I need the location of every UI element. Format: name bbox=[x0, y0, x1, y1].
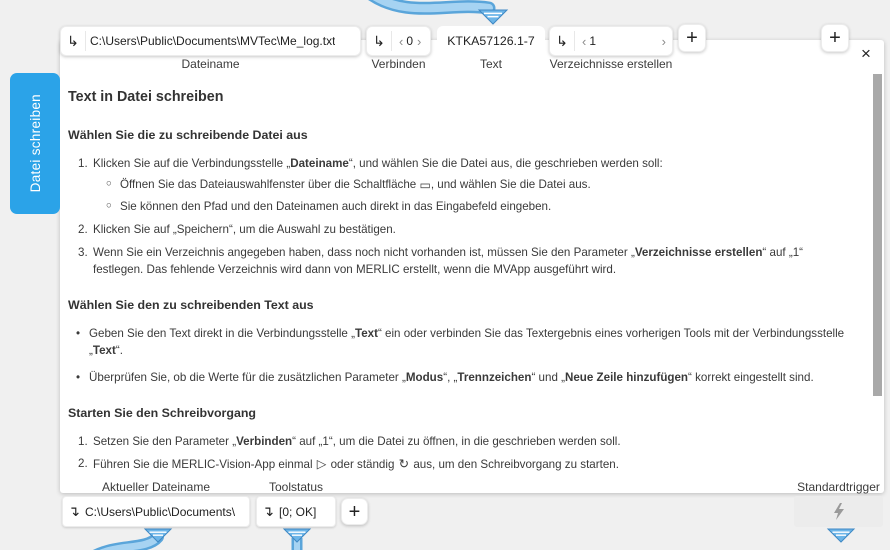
add-output-connector-button[interactable] bbox=[341, 498, 368, 525]
text-field[interactable] bbox=[437, 26, 545, 56]
help-content bbox=[68, 40, 856, 480]
lightning-icon bbox=[832, 503, 846, 520]
toolstatus-out-arrow bbox=[284, 529, 310, 542]
increment-button[interactable]: › bbox=[417, 33, 422, 49]
text-bullets bbox=[68, 325, 856, 386]
plus-icon: + bbox=[348, 500, 361, 523]
connector-out-icon: ↴ bbox=[68, 503, 80, 519]
connector-in-icon: ↳ bbox=[556, 32, 568, 49]
standardtrigger-button[interactable] bbox=[794, 496, 883, 527]
toolstatus-value: [0; OK] bbox=[279, 504, 317, 519]
aktueller-dateiname-label: Aktueller Dateiname bbox=[101, 479, 211, 494]
connector-in-icon: ↳ bbox=[373, 32, 385, 49]
dateiname-out-arrow bbox=[145, 529, 171, 542]
text-label: Text bbox=[479, 56, 502, 71]
verbinden-value[interactable]: 0 bbox=[406, 34, 414, 48]
decrement-button[interactable]: ‹ bbox=[582, 33, 587, 49]
start-steps bbox=[68, 433, 856, 480]
help-scrollbar[interactable] bbox=[873, 74, 882, 396]
run-continuous-icon: ↻ bbox=[398, 457, 410, 472]
connector-in-icon: ↳ bbox=[67, 32, 79, 49]
increment-button[interactable]: › bbox=[661, 33, 666, 49]
list-item: Wenn Sie ein Verzeichnis angegeben haben, dass noch nicht vorhanden ist, müssen Sie den Parameter „Verzeichnisse erstellen“ auf „1“ festlegen. Das fehlende Verzeichnis wird dann von MERLIC erstellt, wenn die MVApp ausgeführt wird. bbox=[93, 245, 804, 276]
decrement-button[interactable]: ‹ bbox=[399, 33, 404, 49]
toolstatus-field[interactable] bbox=[256, 496, 336, 527]
list-item: • Überprüfen Sie, ob die Werte für die zusätzlichen Parameter „Modus“, „Trennzeichen“ und „Neue Zeile hinzufügen“ korrekt eingestellt sind. bbox=[76, 369, 856, 386]
folder-icon: ▭ bbox=[419, 178, 431, 193]
standardtrigger-out-arrow bbox=[828, 529, 854, 542]
section-heading-start: Starten Sie den Schreibvorgang bbox=[68, 406, 256, 421]
aktueller-dateiname-value: C:\Users\Public\Documents\ bbox=[85, 504, 236, 519]
section-heading-datei: Wählen Sie die zu schreibende Datei aus bbox=[68, 128, 308, 143]
list-item: ○ Öffnen Sie das Dateiauswahlfenster über die Schaltfläche ▭, und wählen Sie die Datei aus. bbox=[106, 176, 856, 193]
verzeichnisse-label: Verzeichnisse erstellen bbox=[549, 56, 673, 71]
tab-datei-schreiben[interactable] bbox=[10, 73, 60, 214]
dateiname-label: Dateiname bbox=[181, 56, 240, 71]
text-value[interactable]: KTKA57126.1-7 bbox=[447, 34, 535, 48]
toolstatus-label: Toolstatus bbox=[268, 479, 324, 494]
verbinden-stepper[interactable] bbox=[366, 26, 431, 56]
plus-icon: + bbox=[829, 27, 841, 49]
close-help-button[interactable] bbox=[855, 43, 877, 65]
list-item: Führen Sie die MERLIC-Vision-App einmal ▷ oder ständig ↻ aus, um den Schreibvorgang zu starten. ○ bbox=[78, 455, 856, 480]
plus-icon: + bbox=[686, 27, 698, 49]
aktueller-dateiname-field[interactable] bbox=[62, 496, 250, 527]
verbinden-label: Verbinden bbox=[371, 56, 426, 71]
help-panel bbox=[60, 40, 884, 493]
list-item: Setzen Sie den Parameter „Verbinden“ auf „1“, um die Datei zu öffnen, in die geschrieben werden soll. bbox=[93, 434, 621, 448]
list-item: Klicken Sie auf die Verbindungsstelle „Dateiname“, und wählen Sie die Datei aus, die geschrieben werden soll: ○ Öffnen Sie das Dateiauswahlfenster über die Schaltfläche ▭, und wählen Sie die Datei aus. ○ Sie können den Pfad und den Dateinamen auch direkt in das Eingabefeld eingeben. bbox=[78, 155, 856, 215]
connector-out-icon: ↴ bbox=[262, 503, 274, 519]
text-connector-arrow bbox=[479, 10, 507, 24]
dateiname-value[interactable]: C:\Users\Public\Documents\MVTec\Me_log.txt bbox=[90, 34, 336, 48]
list-item: Klicken Sie auf „Speichern“, um die Auswahl zu bestätigen. bbox=[93, 223, 396, 237]
add-connector-button[interactable] bbox=[678, 24, 706, 52]
help-title: Text in Datei schreiben bbox=[68, 89, 224, 105]
section-heading-text: Wählen Sie den zu schreibenden Text aus bbox=[68, 298, 314, 313]
tab-label: Datei schreiben bbox=[27, 94, 43, 193]
list-item: • Geben Sie den Text direkt in die Verbindungsstelle „Text“ ein oder verbinden Sie das Textergebnis eines vorherigen Tools mit der Verbindungsstelle „Text“. bbox=[76, 325, 856, 360]
dateiname-field[interactable] bbox=[60, 26, 361, 56]
add-connector-button-right[interactable] bbox=[821, 24, 849, 52]
standardtrigger-label: Standardtrigger bbox=[797, 479, 880, 494]
run-once-icon: ▷ bbox=[316, 457, 327, 472]
verzeichnisse-stepper[interactable] bbox=[549, 26, 673, 56]
close-icon: × bbox=[861, 44, 871, 63]
list-item: ○ Sie können den Pfad und den Dateinamen auch direkt in das Eingabefeld eingeben. bbox=[106, 198, 856, 215]
verzeichnisse-value[interactable]: 1 bbox=[589, 34, 597, 48]
datei-steps bbox=[68, 155, 856, 278]
